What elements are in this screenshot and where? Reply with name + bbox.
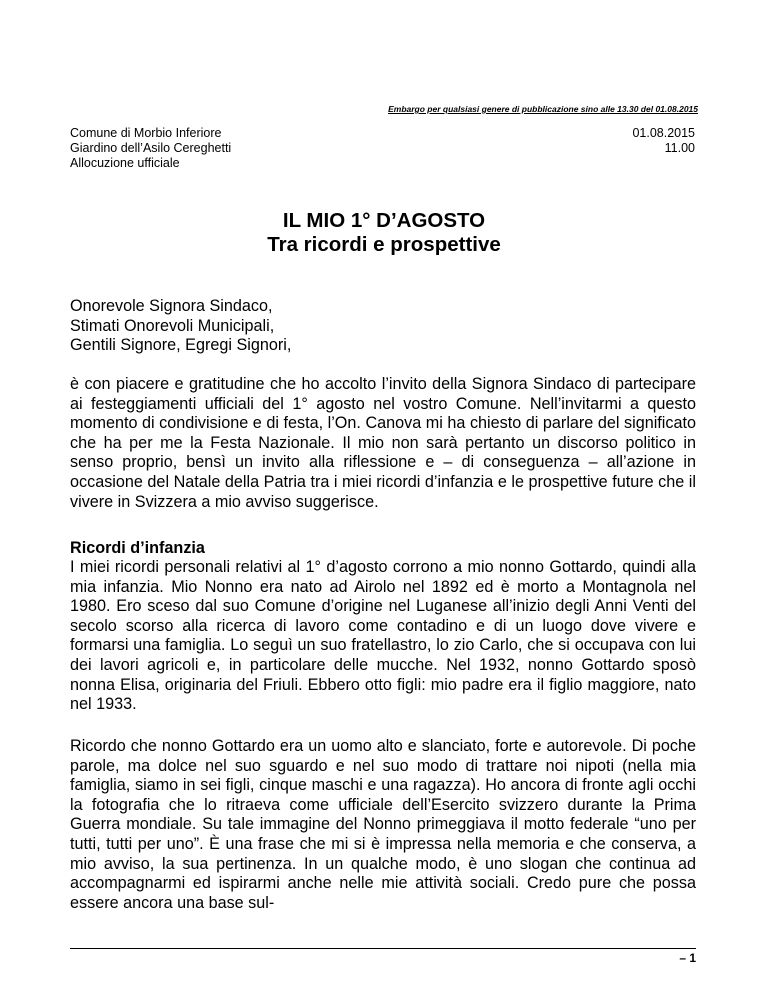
event-date: 01.08.2015: [632, 126, 695, 140]
title-main: IL MIO 1° D’AGOSTO: [282, 209, 486, 232]
title-subtitle: Tra ricordi e prospettive: [267, 233, 501, 256]
event-datetime: [632, 126, 695, 156]
salutation: [70, 297, 696, 356]
event-type: Allocuzione ufficiale: [70, 156, 180, 170]
embargo-notice: Embargo per qualsiasi genere di pubblicazione sino alle 13.30 del 01.08.2015: [388, 104, 698, 114]
body-paragraph: I miei ricordi personali relativi al 1° d’agosto corrono a mio nonno Gottardo, quindi alla mia infanzia. Mio Nonno era nato ad Airolo nel 1892 ed è morto a Montagnola nel 1980. Ero sceso dal suo Comune d’origine nel Luganese all’inizio degli Anni Venti del secolo scorso alla ricerca di lavoro come contadino e di un luogo dove vivere e formarsi una famiglia. Lo seguì un suo fratellastro, lo zio Carlo, che si occupava con lui dei lavori agricoli e, in particolare delle mucche. Nel 1932, nonno Gottardo sposò nonna Elisa, originaria del Friuli. Ebbero otto figli: mio padre era il figlio maggiore, nato nel 1933.: [70, 558, 696, 714]
salutation-line: Stimati Onorevoli Municipali,: [70, 316, 275, 335]
event-location: Comune di Morbio Inferiore: [70, 126, 222, 140]
footer-divider: [70, 948, 696, 949]
document-title: [0, 209, 768, 257]
event-info: [70, 126, 231, 171]
salutation-line: Onorevole Signora Sindaco,: [70, 297, 273, 315]
event-venue: Giardino dell’Asilo Cereghetti: [70, 141, 232, 155]
section-heading: Ricordi d’infanzia: [70, 539, 205, 557]
salutation-line: Gentili Signore, Egregi Signori,: [70, 336, 292, 355]
intro-paragraph: è con piacere e gratitudine che ho accolto l’invito della Signora Sindaco di partecipare ai festeggiamenti ufficiali del 1° agosto nel vostro Comune. Nell’invitarmi a questo momento di condivisione e di festa, l’On. Canova mi ha chiesto di parlare del significato che ha per me la Festa Nazionale. Il mio non sarà pertanto un discorso politico in senso proprio, bensì un invito alla riflessione e – di conseguenza – all’azione in occasione del Natale della Patria tra i miei ricordi d’infanzia e le prospettive future che il vivere in Svizzera a mio avviso suggerisce.: [70, 375, 696, 511]
event-time: 11.00: [664, 141, 695, 155]
page-number: – 1: [679, 951, 696, 965]
body-paragraph: Ricordo che nonno Gottardo era un uomo alto e slanciato, forte e autorevole. Di poche parole, ma dolce nel suo sguardo e nel suo modo di trattare noi nipoti (nella mia famiglia, siamo in sei figli, cinque maschi e una ragazza). Ho ancora di fronte agli occhi la fotografia che lo ritraeva come ufficiale dell’Esercito svizzero durante la Prima Guerra mondiale. Su tale immagine del Nonno primeggiava il motto federale “uno per tutti, tutti per uno”. È una frase che mi si è impressa nella memoria e che conserva, a mio avviso, la sua pertinenza. In un qualche modo, è uno slogan che continua ad accompagnarmi ed ispirarmi anche nelle mie attività sociali. Credo pure che possa essere ancora una base sul-: [70, 737, 696, 912]
